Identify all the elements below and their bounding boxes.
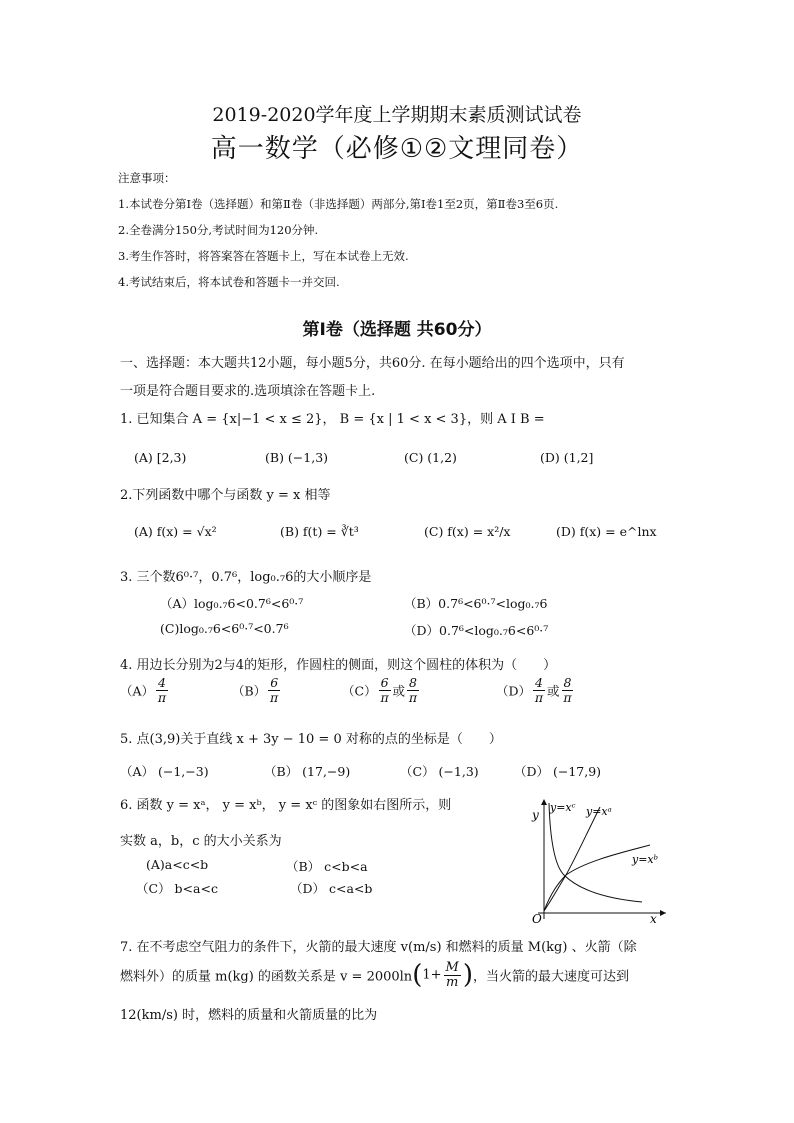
q1-option-a: (A) [2,3) xyxy=(134,450,187,465)
q7-line2 xyxy=(120,960,629,990)
q5-option-b: （B） (17,−9) xyxy=(264,764,351,779)
note-item-3: 3.考生作答时，将答案答在答题卡上，写在本试卷上无效. xyxy=(118,249,409,263)
label-y-x-b: y=xᵇ xyxy=(632,853,659,866)
y-axis-arrow xyxy=(541,799,547,805)
q4-option-a xyxy=(120,676,170,705)
q4-c-numerator2: 8 xyxy=(409,675,417,690)
q5-option-d: （D） (−17,9) xyxy=(514,764,602,779)
exam-title: 2019-2020学年度上学期期末素质测试试卷 xyxy=(212,104,582,126)
q2-option-b: (B) f(t) = ∛t³ xyxy=(280,524,359,539)
curve-y-x-a xyxy=(544,807,600,911)
q4-c-denominator2: π xyxy=(408,690,418,705)
label-y-x-c: y=xᶜ xyxy=(550,801,576,814)
q6-option-b: （B） c<b<a xyxy=(286,859,368,874)
q7-line2-pre: 燃料外）的质量 m(kg) 的函数关系是 v = 2000ln xyxy=(120,969,413,985)
note-item-1: 1.本试卷分第Ⅰ卷（选择题）和第Ⅱ卷（非选择题）两部分,第Ⅰ卷1至2页，第Ⅱ卷3至6页. xyxy=(118,197,559,211)
q4-option-a-label: （A） xyxy=(120,683,155,699)
q4-c-denominator1: π xyxy=(380,690,389,705)
q5-option-c: （C） (−1,3) xyxy=(400,764,479,779)
q6-stem: 6. 函数 y = xᵃ， y = xᵇ， y = xᶜ 的图象如右图所示，则 xyxy=(120,798,452,813)
q6-option-c: （C） b<a<c xyxy=(136,881,218,896)
x-axis-label: x xyxy=(650,912,657,925)
q6-power-function-graph xyxy=(520,795,670,925)
q4-c-numerator1: 6 xyxy=(380,675,389,690)
q4-d-numerator2: 8 xyxy=(563,675,572,690)
q5-option-a: （A） (−1,−3) xyxy=(120,764,209,779)
y-axis-label: y xyxy=(532,808,539,822)
q4-option-c-value2 xyxy=(407,676,419,705)
q4-d-or: 或 xyxy=(546,683,560,699)
origin-label: O xyxy=(532,912,542,925)
q7-one-plus: 1+ xyxy=(422,967,442,983)
q4-option-b-label: （B） xyxy=(232,683,267,699)
q4-option-d-value1 xyxy=(533,676,545,705)
q4-b-denominator: π xyxy=(270,690,279,705)
q1-option-d: (D) (1,2] xyxy=(540,450,594,465)
q7-paren-close: ) xyxy=(462,960,473,990)
q2-option-a: (A) f(x) = √x² xyxy=(134,524,217,539)
x-axis-arrow xyxy=(660,910,666,916)
q4-stem: 4. 用边长分别为2与4的矩形，作圆柱的侧面，则这个圆柱的体积为（ ） xyxy=(120,658,557,673)
exam-subtitle: 高一数学（必修①②文理同卷） xyxy=(210,134,584,164)
q3-option-a: （A）log₀.₇6<0.7⁶<6⁰·⁷ xyxy=(160,596,304,611)
q3-option-c: (C)log₀.₇6<6⁰·⁷<0.7⁶ xyxy=(160,621,289,636)
q4-a-numerator: 4 xyxy=(158,675,166,690)
q1-stem: 1. 已知集合 A = {x|−1 < x ≤ 2}， B = {x | 1 < x < 3}，则 A I B = xyxy=(120,412,545,427)
q7-line3: 12(km/s) 时，燃料的质量和火箭质量的比为 xyxy=(120,1008,378,1023)
q4-option-c xyxy=(342,676,421,705)
q2-option-c: (C) f(x) = x²/x xyxy=(424,524,511,539)
q4-b-numerator: 6 xyxy=(270,675,279,690)
q6-option-d: （D） c<a<b xyxy=(290,881,373,896)
q7-frac-denominator: m xyxy=(446,974,459,990)
q7-paren-open: ( xyxy=(412,960,423,990)
q7-line1: 7. 在不考虑空气阻力的条件下，火箭的最大速度 v(m/s) 和燃料的质量 M(kg) 、火箭（除 xyxy=(120,940,637,955)
notes-heading: 注意事项： xyxy=(118,171,176,185)
q4-d-denominator2: π xyxy=(563,690,572,705)
q4-option-a-value xyxy=(156,676,168,705)
q3-stem: 3. 三个数6⁰·⁷，0.7⁶，log₀.₇6的大小顺序是 xyxy=(120,570,372,585)
q4-option-b-value xyxy=(268,676,280,705)
q4-d-denominator1: π xyxy=(534,690,544,705)
q4-option-c-label: （C） xyxy=(342,683,377,699)
q7-fraction xyxy=(444,961,461,990)
q4-option-b xyxy=(232,676,282,705)
q4-c-or: 或 xyxy=(392,683,406,699)
section-intro-line1: 一、选择题：本大题共12小题，每小题5分，共60分. 在每小题给出的四个选项中，只有 xyxy=(120,356,625,371)
q5-stem: 5. 点(3,9)关于直线 x + 3y − 10 = 0 对称的点的坐标是（ ） xyxy=(120,732,502,747)
section-intro-line2: 一项是符合题目要求的.选项填涂在答题卡上. xyxy=(120,384,376,399)
q7-frac-numerator: M xyxy=(445,959,459,975)
q6-option-a: (A)a<c<b xyxy=(146,857,209,872)
q4-option-d-label: （D） xyxy=(496,683,532,699)
q4-option-d-value2 xyxy=(562,676,574,705)
q1-option-c: (C) (1,2) xyxy=(404,450,457,465)
q3-option-b: （B）0.7⁶<6⁰·⁷<log₀.₇6 xyxy=(404,596,548,611)
q7-line2-post: ，当火箭的最大速度可达到 xyxy=(472,969,629,985)
q3-option-d: （D）0.7⁶<log₀.₇6<6⁰·⁷ xyxy=(404,623,549,638)
section-title: 第Ⅰ卷（选择题 共60分） xyxy=(302,320,492,340)
note-item-2: 2.全卷满分150分,考试时间为120分钟. xyxy=(118,223,319,237)
q1-option-b: (B) (−1,3) xyxy=(265,450,329,465)
q4-d-numerator1: 4 xyxy=(535,675,543,690)
label-y-x-a: y=xᵃ xyxy=(586,805,612,818)
q2-option-d: (D) f(x) = e^lnx xyxy=(556,524,657,539)
q2-stem: 2.下列函数中哪个与函数 y = x 相等 xyxy=(120,488,331,503)
q4-a-denominator: π xyxy=(157,690,167,705)
note-item-4: 4.考试结束后，将本试卷和答题卡一并交回. xyxy=(118,275,340,289)
q6-stem2: 实数 a，b，c 的大小关系为 xyxy=(120,834,282,849)
q4-option-c-value1 xyxy=(379,676,391,705)
q4-option-d xyxy=(496,676,575,705)
